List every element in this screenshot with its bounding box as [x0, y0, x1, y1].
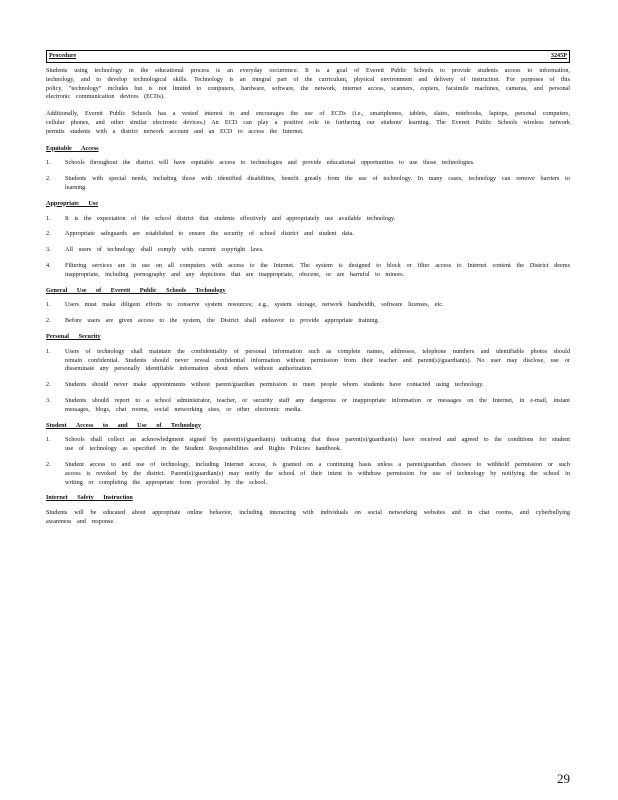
section-heading-equitable-access: Equitable Access: [46, 144, 99, 152]
list-item: 2. Before users are given access to the system, the District shall endeavor to provide appropriate training.: [46, 317, 570, 326]
list-item-text: It is the expectation of the school district that students effectively and appropriately use available technology.: [65, 214, 396, 222]
list-item-text: All users of technology shall comply with current copyright laws.: [65, 246, 264, 254]
list-item: 2. Student access to and use of technology, including Internet access, is granted on a continuing basis unless a parent/guardian chooses to withhold permission or such access is revoked by the district. Parent(s)/guardian(s) may notify the school of their intent to withdraw permission for use of technology by notifying the school in writing or completing the appropriate form provided by the school.: [46, 460, 570, 486]
section-heading-appropriate-use: Appropriate Use: [46, 199, 99, 207]
list-item-text: Filtering services are in use on all computers with access to the Internet. The system is designed to block or filter access to Internet content the District deems inappropriate, including pornography and any depictions that are inappropriate, obscene, or are harmful to minors.: [65, 261, 570, 278]
list-item-text: Appropriate safeguards are established to ensure the security of school district and student data.: [65, 230, 354, 238]
procedure-title: Procedure: [49, 52, 77, 60]
document-page: [46, 50, 570, 535]
list-item: 3. All users of technology shall comply with current copyright laws.: [46, 246, 570, 255]
list-item-text: Students should never make appointments without parent/guardian permission to meet people whom students have contacted using technology.: [65, 381, 484, 389]
list-item-text: Before users are given access to the system, the District shall endeavor to provide appropriate training.: [65, 317, 380, 325]
section-heading-student-access: Student Access to and Use of Technology: [46, 421, 201, 429]
student-access-list: [46, 436, 570, 487]
list-item-text: Students should report to a school administrator, teacher, or security staff any dangerous or inappropriate information or messages on the Internet, in e-mail, instant messages, blogs, chat rooms, social networking sites, or other electronic media.: [65, 396, 570, 413]
list-item-text: Users must make diligent efforts to conserve system resources; e.g., system storage, network bandwidth, software licenses, etc.: [65, 301, 444, 309]
list-item-text: Schools throughout the district will have equitable access to technologies and provide educational opportunities to use those technologies.: [65, 159, 475, 167]
list-item-text: Student access to and use of technology, including Internet access, is granted on a continuing basis unless a parent/guardian chooses to withhold permission or such access is revoked by the district. Parent(s)/guardian(s) may notify the school of their intent to withdraw permission for use of technology by notifying the school in writing or completing the appropriate form provided by the school.: [65, 460, 570, 486]
procedure-header: [46, 50, 570, 63]
page-number: 29: [557, 771, 570, 786]
intro-paragraph: Additionally, Everett Public Schools has a vested interest in and encourages the use of ECDs (i.e., smartphones, tablets, slates, notebooks, laptops, personal computers, cellular phones, and other similar electronic devices.) An ECD can play a positive role in furthering our students' learning. The Everett Public Schools wireless network permits students with a district network account and an ECD to access the Internet.: [46, 110, 570, 135]
list-item: 1. Schools throughout the district will have equitable access to technologies and provide educational opportunities to use those technologies.: [46, 159, 570, 168]
section-heading-personal-security: Personal Security: [46, 332, 101, 340]
list-item: 1. Users must make diligent efforts to conserve system resources; e.g., system storage, network bandwidth, software licenses, etc.: [46, 301, 570, 310]
procedure-code: 3245P: [550, 52, 567, 60]
intro-paragraph: Students using technology in the educational process is an everyday occurrence. It is a goal of Everett Public Schools to provide students access to information, technology, and to develop technological skills. Technology is an integral part of the curriculum, physical environment and delivery of instruction. For purposes of this policy, "technology" includes but is not limited to computers, hardware, software, the network, internet access, scanners, copiers, facsimile machines, cameras, and personal electronic communication devices (ECDs).: [46, 67, 570, 101]
internet-safety-paragraph: Students will be educated about appropriate online behavior, including interacting with individuals on social networking websites and in chat rooms, and cyberbullying awareness and response.: [46, 509, 570, 525]
equitable-access-list: [46, 159, 570, 192]
list-item: 2. Appropriate safeguards are established to ensure the security of school district and student data.: [46, 230, 570, 239]
list-item-text: Schools shall collect an acknowledgment signed by parent(s)/guardian(s) indicating that those parent(s)/guardian(s) have received and agreed to the conditions for student use of technology as specified in the Student Responsibilities and Rights Policies handbook.: [65, 436, 570, 453]
list-item: 1. Users of technology shall maintain the confidentiality of personal information such as complete names, addresses, telephone numbers and identifiable photos should remain confidential. Students should never reveal confidential information without permission from their teacher and parent(s)/guardian(s). No user may disclose, use or disseminate any personally identifiable information about others without authorization.: [46, 347, 570, 373]
list-item-text: Users of technology shall maintain the confidentiality of personal information such as complete names, addresses, telephone numbers and identifiable photos should remain confidential. Students should never reveal confidential information without permission from their teacher and parent(s)/guardian(s). No user may disclose, use or disseminate any personally identifiable information about others without authorization.: [65, 347, 570, 373]
list-item: 4. Filtering services are in use on all computers with access to the Internet. The system is designed to block or filter access to Internet content the District deems inappropriate, including pornography and any depictions that are inappropriate, obscene, or are harmful to minors.: [46, 261, 570, 278]
list-item: 2. Students should never make appointments without parent/guardian permission to meet people whom students have contacted using technology.: [46, 381, 570, 390]
section-heading-internet-safety: Internet Safety Instruction: [46, 494, 133, 502]
list-item: 2. Students with special needs, including those with identified disabilities, benefit greatly from the use of technology. In many cases, technology can remove barriers to learning.: [46, 175, 570, 191]
general-use-list: [46, 301, 570, 326]
section-heading-general-use: General Use of Everett Public Schools Technology: [46, 286, 226, 294]
appropriate-use-list: [46, 215, 570, 280]
list-item-text: Students with special needs, including those with identified disabilities, benefit greatly from the use of technology. In many cases, technology can remove barriers to learning.: [65, 175, 570, 191]
personal-security-list: [46, 348, 570, 415]
list-item: 1. It is the expectation of the school district that students effectively and appropriately use available technology.: [46, 215, 570, 224]
list-item: 3. Students should report to a school administrator, teacher, or security staff any dangerous or inappropriate information or messages on the Internet, in e-mail, instant messages, blogs, chat rooms, social networking sites, or other electronic media.: [46, 396, 570, 413]
list-item: 1. Schools shall collect an acknowledgment signed by parent(s)/guardian(s) indicating that those parent(s)/guardian(s) have received and agreed to the conditions for student use of technology as specified in the Student Responsibilities and Rights Policies handbook.: [46, 436, 570, 453]
